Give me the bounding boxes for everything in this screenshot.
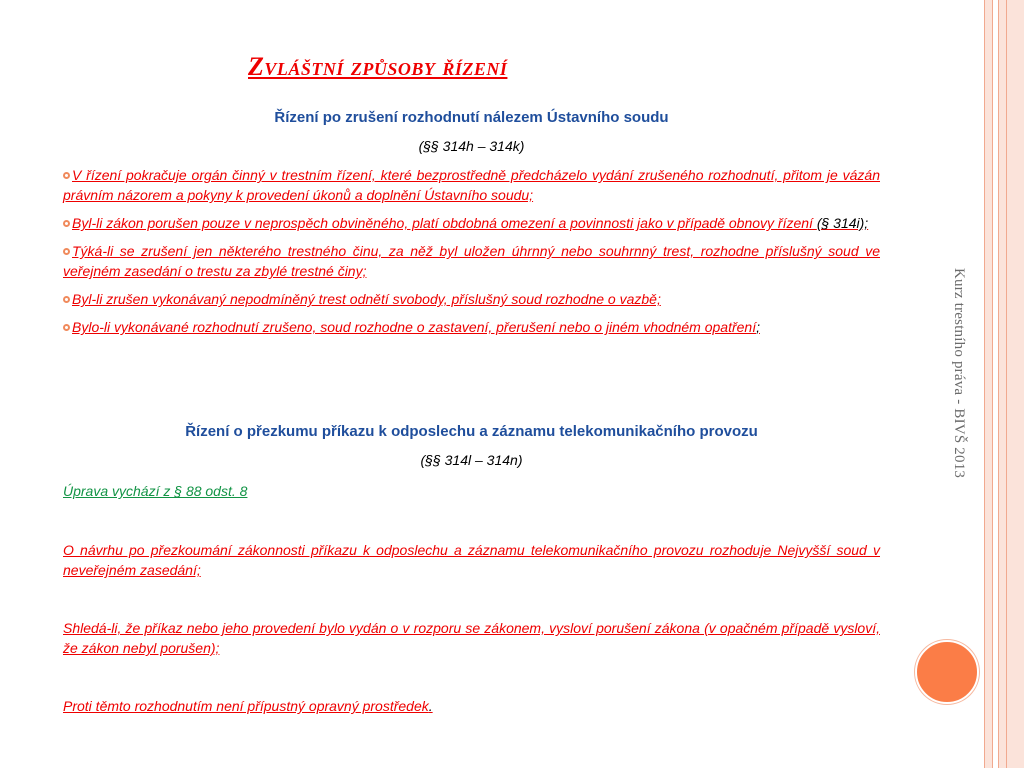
list-item [63, 241, 880, 281]
paragraph-suffix: . [428, 698, 433, 714]
slide-title: Zvláštní způsoby řízení [248, 52, 508, 81]
list-item [63, 289, 880, 309]
section-heading-1: Řízení po zrušení rozhodnutí nálezem Ústavního soudu [274, 109, 669, 126]
paragraph-text: Shledá-li, že příkaz nebo jeho provedení bylo vydán o v rozporu se zákonem, vysloví porušení zákona (v opačném případě vysloví, že zákon nebyl porušen); [63, 620, 880, 656]
decorative-circle [915, 640, 979, 704]
legal-basis: Úprava vychází z § 88 odst. 8 [63, 483, 248, 499]
bullet-list [63, 165, 880, 345]
bullet-text: V řízení pokračuje orgán činný v trestním řízení, které bezprostředně předcházelo vydání zrušeného rozhodnutí, přitom je vázán právním názorem a pokyny k provedení úkonů a doplnění Ústavního soudu; [63, 167, 880, 203]
bullet-suffix: ; [756, 319, 760, 335]
paragraph [63, 618, 880, 658]
border-line [1006, 0, 1007, 768]
list-item [63, 165, 880, 205]
section-reference-2: (§§ 314l – 314n) [420, 452, 523, 468]
course-footer-vertical: Kurz trestního práva - BIVŠ 2013 [951, 268, 967, 479]
paragraph [63, 540, 880, 580]
bullet-marker-icon [63, 220, 70, 227]
list-item [63, 317, 880, 337]
paragraph-text: Proti těmto rozhodnutím není přípustný opravný prostředek [63, 698, 429, 714]
bullet-marker-icon [63, 296, 70, 303]
bullet-suffix: (§ 314i); [816, 215, 869, 231]
bullet-marker-icon [63, 248, 70, 255]
bullet-text: Bylo-li vykonávané rozhodnutí zrušeno, soud rozhodne o zastavení, přerušení nebo o jiném vhodném opatření [72, 319, 757, 335]
section-heading-2: Řízení o přezkumu příkazu k odposlechu a záznamu telekomunikačního provozu [185, 423, 758, 440]
bullet-text: Byl-li zákon porušen pouze v neprospěch obviněného, platí obdobná omezení a povinnosti jako v případě obnovy řízení [72, 215, 817, 231]
paragraph-text: O návrhu po přezkoumání zákonnosti příkazu k odposlechu a záznamu telekomunikačního provozu rozhoduje Nejvyšší soud v neveřejném zasedání; [63, 542, 880, 578]
bullet-marker-icon [63, 324, 70, 331]
border-line [984, 0, 985, 768]
list-item [63, 213, 880, 233]
paragraph [63, 696, 880, 716]
bullet-text: Byl-li zrušen vykonávaný nepodmíněný trest odnětí svobody, příslušný soud rozhodne o vazbě; [72, 291, 661, 307]
border-line [992, 0, 993, 768]
bullet-marker-icon [63, 172, 70, 179]
section-reference-1: (§§ 314h – 314k) [418, 138, 525, 154]
border-line [998, 0, 999, 768]
bullet-text: Týká-li se zrušení jen některého trestného činu, za něž byl uložen úhrnný nebo souhrnný trest, rozhodne příslušný soud ve veřejném zasedání o trestu za zbylé trestné činy; [63, 243, 880, 279]
right-border-band [984, 0, 1024, 768]
